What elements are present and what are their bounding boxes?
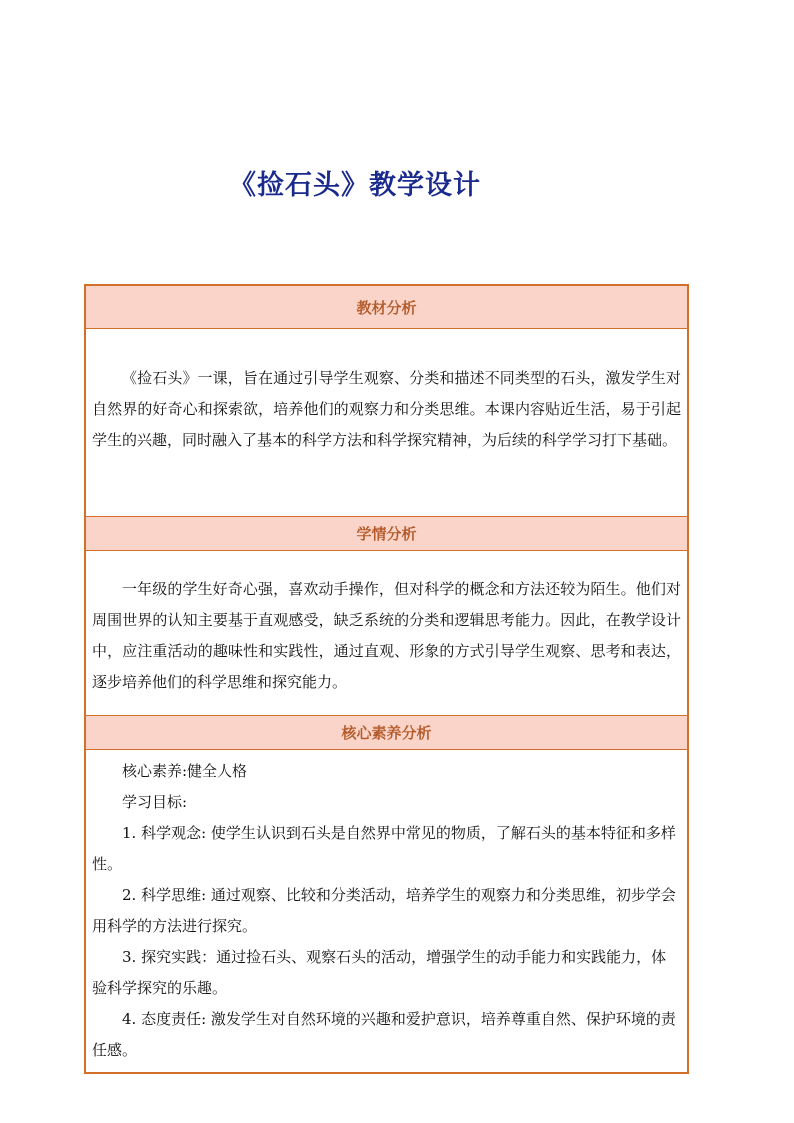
section-heading-textbook-analysis: 教材分析 (86, 286, 687, 329)
page-title: 《捡石头》教学设计 (229, 170, 481, 201)
section-body-textbook-analysis (86, 329, 687, 517)
student-analysis-text: 一年级的学生好奇心强，喜欢动手操作，但对科学的概念和方法还较为陌生。他们对周围世界的认知主要基于直观感受，缺乏系统的分类和逻辑思考能力。因此，在教学设计中，应注重活动的趣味性和实践性，通过直观、形象的方式引导学生观察、思考和表达，逐步培养他们的科学思维和探究能力。 (92, 580, 681, 691)
learning-goal-item: 2. 科学思维: 通过观察、比较和分类活动，培养学生的观察力和分类思维，初步学会用科学的方法进行探究。 (92, 886, 676, 935)
learning-goal-item: 1. 科学观念: 使学生认识到石头是自然界中常见的物质，了解石头的基本特征和多样性。 (92, 824, 676, 873)
learning-goal-item: 4. 态度责任: 激发学生对自然环境的兴趣和爱护意识，培养尊重自然、保护环境的责任感。 (92, 1010, 676, 1059)
section-heading-core-literacy: 核心素养分析 (86, 716, 687, 750)
learning-goal-item: 3. 探究实践：通过捡石头、观察石头的活动，增强学生的动手能力和实践能力，体验科学探究的乐趣。 (92, 948, 667, 997)
section-body-core-literacy (86, 750, 687, 1072)
learning-goals-label: 学习目标: (122, 793, 188, 811)
textbook-analysis-text: 《捡石头》一课，旨在通过引导学生观察、分类和描述不同类型的石头，激发学生对自然界的好奇心和探索欲，培养他们的观察力和分类思维。本课内容贴近生活，易于引起学生的兴趣，同时融入了基本的科学方法和科学探究精神，为后续的科学学习打下基础。 (92, 369, 681, 449)
core-literacy-line: 核心素养:健全人格 (122, 762, 248, 780)
section-heading-student-analysis: 学情分析 (86, 517, 687, 551)
design-table (84, 284, 689, 1074)
section-body-student-analysis (86, 551, 687, 716)
